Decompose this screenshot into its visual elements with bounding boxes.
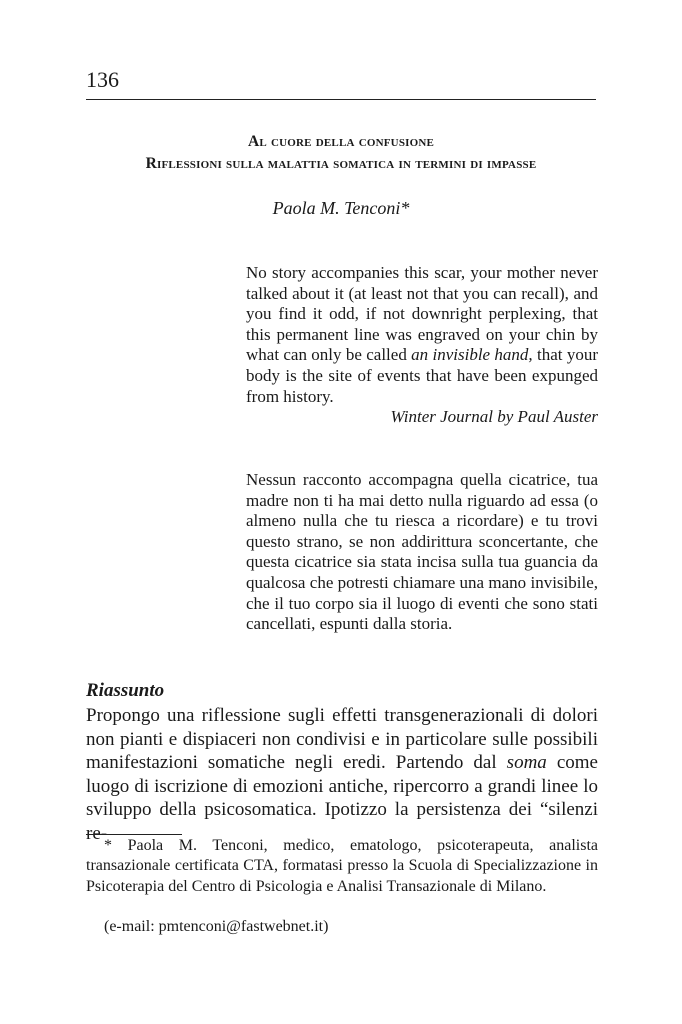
abstract-heading: Riassunto (86, 680, 165, 701)
epigraph-text-before: No story accompanies this scar, your mother never talked about it (at least not that you can recall), and you find it odd, if not downright perplexing, that this permanent line was engraved on your chin by what can only be called (246, 263, 598, 365)
footnote-email: (e-mail: pmtenconi@fastwebnet.it) (104, 918, 329, 935)
epigraph-attribution: Winter Journal by Paul Auster (390, 407, 598, 427)
abstract-text-after: come luogo di iscrizione di emozioni antiche, ripercorro a grandi linee lo sviluppo della psicosomatica. Ipotizzo la persistenza dei “silenzi re- (86, 752, 598, 844)
epigraph-text-after: that your body is the site of events that have been expunged from history. (246, 345, 598, 406)
epigraph-italian-text: Nessun racconto accompagna quella cicatrice, tua madre non ti ha mai detto nulla riguardo ad essa (o almeno nulla che tu riesca a ricordare) e tu trovi questo strano, se non addirittura sconcertante, che questa cicatrice sia stata incisa sulla tua guancia da qualcosa che potresti chiamare una mano invisibile, che il tuo corpo sia il luogo di eventi che sono stati cancellati, espunti dalla storia. (246, 470, 598, 634)
abstract-text-before: Propongo una riflessione sugli effetti transgenerazionali di dolori non pianti e dispiaceri non condivisi e in particolare sulle possibili manifestazioni somatiche negli eredi. Partendo dal (86, 705, 598, 774)
article-title (86, 131, 596, 175)
author-name: Paola M. Tenconi* (272, 198, 410, 218)
epigraph-english (246, 263, 598, 428)
epigraph-english-text (246, 263, 598, 407)
header-rule (86, 99, 596, 100)
title-line-1: Al cuore della confusione (247, 133, 435, 150)
title-line-2: Riflessioni sulla malattia somatica in termini di impasse (145, 155, 537, 172)
author-footnote: * Paola M. Tenconi, medico, ematologo, psicoterapeuta, analista transazionale certificata CTA, formatasi presso la Scuola di Specializzazione in Psicoterapia del Centro di Psicologia e Analisi Transazionale di Milano. (86, 837, 598, 895)
abstract-body (86, 704, 598, 846)
epigraph-italian (246, 470, 598, 635)
epigraph-italic-phrase: an invisible hand, (411, 345, 533, 365)
abstract-italic-word: soma (506, 752, 547, 774)
page-number: 136 (86, 67, 119, 92)
footnote-rule (86, 834, 182, 835)
